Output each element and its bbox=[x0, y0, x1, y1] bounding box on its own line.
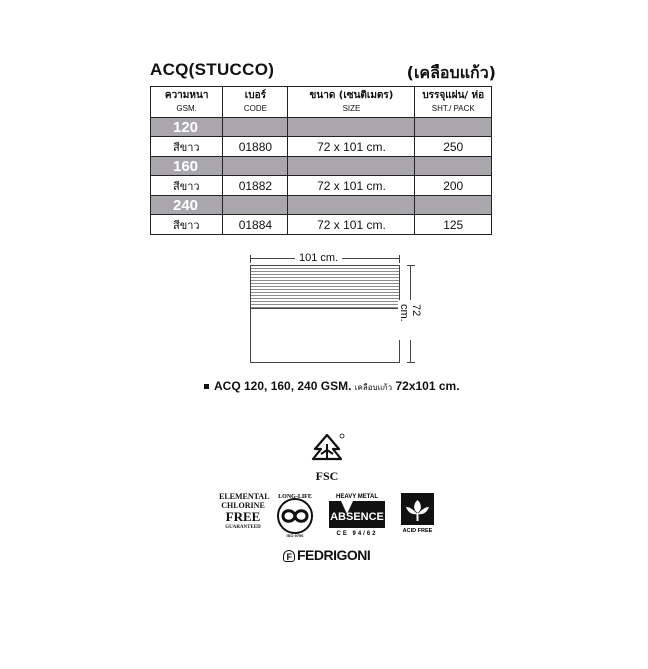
certification-logos bbox=[219, 492, 439, 542]
size-cell: 72 x 101 cm. bbox=[288, 215, 415, 235]
color-cell: สีขาว bbox=[151, 176, 223, 196]
fsc-logo bbox=[305, 432, 349, 484]
gsm-band-row bbox=[151, 157, 492, 176]
table-header-row bbox=[151, 87, 492, 118]
long-life-icon bbox=[273, 492, 317, 538]
code-cell: 01884 bbox=[223, 215, 288, 235]
height-label: 72 cm. bbox=[398, 300, 422, 340]
table-row bbox=[151, 176, 492, 196]
pack-cell: 125 bbox=[415, 215, 492, 235]
bullet-icon bbox=[204, 384, 209, 389]
table-row bbox=[151, 137, 492, 157]
ecf-logo: ELEMENTAL CHLORINE FREE GUARANTEED bbox=[219, 492, 270, 530]
header-size: ขนาด (เซนติเมตร) SIZE bbox=[288, 87, 415, 118]
stucco-texture bbox=[251, 266, 399, 309]
width-label: 101 cm. bbox=[295, 252, 342, 264]
fsc-tree-icon bbox=[307, 432, 347, 466]
brand-name: FEDRIGONI bbox=[297, 547, 371, 563]
header-pack: บรรจุแผ่น/ ห่อ SHT./ PACK bbox=[415, 87, 492, 118]
svg-text:CE 94/62: CE 94/62 bbox=[336, 531, 378, 536]
acid-free-icon bbox=[400, 492, 435, 534]
note-suffix: 72x101 cm. bbox=[395, 379, 460, 393]
gsm-band-row bbox=[151, 196, 492, 215]
spec-table bbox=[150, 86, 492, 235]
gsm-band-row bbox=[151, 118, 492, 137]
color-cell: สีขาว bbox=[151, 137, 223, 157]
header-code: เบอร์ CODE bbox=[223, 87, 288, 118]
note-prefix: ACQ 120, 160, 240 GSM. bbox=[214, 379, 352, 393]
header-gsm: ความหนา GSM. bbox=[151, 87, 223, 118]
size-cell: 72 x 101 cm. bbox=[288, 137, 415, 157]
code-cell: 01882 bbox=[223, 176, 288, 196]
svg-text:HEAVY METAL: HEAVY METAL bbox=[335, 494, 379, 500]
color-cell: สีขาว bbox=[151, 215, 223, 235]
fedrigoni-logo bbox=[283, 547, 370, 563]
sheet-size-diagram bbox=[240, 250, 430, 375]
size-cell: 72 x 101 cm. bbox=[288, 176, 415, 196]
svg-text:ACID FREE: ACID FREE bbox=[402, 528, 433, 534]
product-title: ACQ(STUCCO) bbox=[150, 60, 275, 79]
product-subtitle: (เคลือบแก้ว) bbox=[406, 63, 496, 82]
fedrigoni-mark-icon: F bbox=[283, 550, 295, 562]
svg-text:ABSENCE: ABSENCE bbox=[330, 511, 384, 523]
pack-cell: 250 bbox=[415, 137, 492, 157]
code-cell: 01880 bbox=[223, 137, 288, 157]
gsm-value: 160 bbox=[151, 157, 223, 176]
svg-text:ISO 9706: ISO 9706 bbox=[286, 533, 304, 538]
table-row bbox=[151, 215, 492, 235]
gsm-value: 120 bbox=[151, 118, 223, 137]
pack-cell: 200 bbox=[415, 176, 492, 196]
heavy-metal-absence-icon bbox=[327, 492, 387, 536]
fsc-label: FSC bbox=[315, 469, 339, 483]
sheet-illustration bbox=[250, 265, 400, 363]
product-note bbox=[204, 379, 460, 394]
note-thai: เคลือบแก้ว bbox=[354, 383, 393, 392]
gsm-value: 240 bbox=[151, 196, 223, 215]
svg-text:LONG-LIFE: LONG-LIFE bbox=[278, 494, 312, 500]
